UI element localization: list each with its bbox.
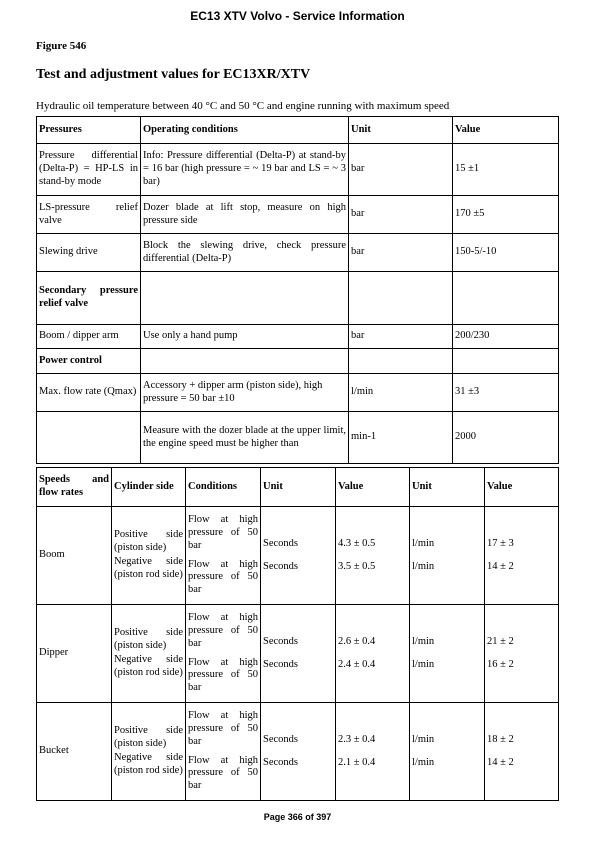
negative-side: Negative side (piston rod side)	[114, 752, 183, 776]
conditions-cell	[186, 605, 261, 703]
figure-label: Figure 546	[36, 40, 87, 52]
table-header-row	[37, 117, 559, 144]
pressure-name: Boom / dipper arm	[37, 325, 141, 349]
cylinder-side-cell	[112, 703, 186, 801]
unit-text: Seconds	[263, 756, 298, 768]
pressure-name: Max. flow rate (Qmax)	[37, 374, 141, 412]
conditions-cell	[186, 507, 261, 605]
positive-side: Positive side (piston side)	[114, 627, 183, 652]
table-row	[37, 144, 559, 196]
value-cell: 2000	[453, 412, 559, 464]
condition-text: Flow at high pressure of 50 bar	[188, 514, 258, 551]
unit-cell: min-1	[349, 412, 453, 464]
table-row	[37, 325, 559, 349]
table-row	[37, 272, 559, 325]
value-cell	[336, 507, 410, 605]
unit-text: l/min	[412, 537, 435, 549]
page-footer: Page 366 of 397	[263, 812, 332, 822]
empty-cell	[453, 349, 559, 374]
operating-condition: Accessory + dipper arm (piston side), high pressure = 50 bar ±10	[141, 374, 349, 412]
table-row	[37, 196, 559, 234]
unit-cell: bar	[349, 144, 453, 196]
unit-cell	[410, 507, 485, 605]
table-row	[37, 234, 559, 272]
value-text: 14 ± 2	[487, 756, 514, 768]
value-text: 16 ± 2	[487, 658, 514, 670]
pressure-name: LS-pressure relief valve	[37, 196, 141, 234]
condition-text: Flow at high pressure of 50 bar	[188, 710, 258, 747]
pressure-name: Pressure differential (Delta-P) = HP-LS in stand-by mode	[37, 144, 141, 196]
header-speeds-flow-rates: Speeds and flow rates	[37, 468, 112, 507]
value-text: 2.4 ± 0.4	[338, 658, 376, 670]
operating-condition: Measure with the dozer blade at the upper limit, the engine speed must be higher than	[141, 412, 349, 464]
unit-cell	[261, 605, 336, 703]
negative-side: Negative side (piston rod side)	[114, 654, 183, 678]
empty-cell	[141, 349, 349, 374]
unit-text: Seconds	[263, 733, 298, 745]
value-cell	[336, 703, 410, 801]
header-value: Value	[453, 117, 559, 144]
unit-text: l/min	[412, 658, 435, 670]
operating-condition: Block the slewing drive, check pressure differential (Delta-P)	[141, 234, 349, 272]
unit-cell: bar	[349, 234, 453, 272]
value-cell	[485, 507, 559, 605]
table-row	[37, 605, 559, 703]
value-cell: 150-5/-10	[453, 234, 559, 272]
header-conditions: Conditions	[186, 468, 261, 507]
empty-cell	[349, 272, 453, 325]
unit-cell	[261, 703, 336, 801]
unit-cell: bar	[349, 325, 453, 349]
empty-cell	[141, 272, 349, 325]
section-title: Test and adjustment values for EC13XR/XTV	[36, 67, 311, 82]
header-unit-2: Unit	[410, 468, 485, 507]
unit-cell	[261, 507, 336, 605]
section-heading-cell: Secondary pressure relief valve	[37, 272, 141, 325]
header-cylinder-side: Cylinder side	[112, 468, 186, 507]
condition-text: Flow at high pressure of 50 bar	[188, 612, 258, 649]
empty-cell	[37, 412, 141, 464]
value-cell	[485, 703, 559, 801]
unit-cell	[410, 605, 485, 703]
condition-text: Flow at high pressure of 50 bar	[188, 754, 258, 792]
cylinder-side-cell	[112, 507, 186, 605]
unit-text: Seconds	[263, 635, 298, 647]
value-text: 18 ± 2	[487, 733, 514, 745]
value-cell: 31 ±3	[453, 374, 559, 412]
value-cell: 170 ±5	[453, 196, 559, 234]
table-row	[37, 703, 559, 801]
unit-text: l/min	[412, 635, 435, 647]
header-unit: Unit	[349, 117, 453, 144]
pressure-name: Slewing drive	[37, 234, 141, 272]
table-row	[37, 507, 559, 605]
table-row	[37, 374, 559, 412]
unit-text: Seconds	[263, 537, 298, 549]
operating-condition: Dozer blade at lift stop, measure on high pressure side	[141, 196, 349, 234]
component-name: Dipper	[37, 605, 112, 703]
value-cell: 200/230	[453, 325, 559, 349]
header-operating-conditions: Operating conditions	[141, 117, 349, 144]
unit-text: Seconds	[263, 658, 298, 670]
unit-text: l/min	[412, 756, 435, 768]
component-name: Bucket	[37, 703, 112, 801]
condition-text: Flow at high pressure of 50 bar	[188, 656, 258, 694]
value-text: 3.5 ± 0.5	[338, 560, 376, 572]
value-text: 14 ± 2	[487, 560, 514, 572]
table-header-row	[37, 468, 559, 507]
speeds-table	[36, 467, 559, 801]
intro-text: Hydraulic oil temperature between 40 °C and 50 °C and engine running with maximum speed	[36, 100, 450, 112]
value-text: 21 ± 2	[487, 635, 514, 647]
value-cell: 15 ±1	[453, 144, 559, 196]
component-name: Boom	[37, 507, 112, 605]
negative-side: Negative side (piston rod side)	[114, 556, 183, 580]
empty-cell	[453, 272, 559, 325]
empty-cell	[349, 349, 453, 374]
positive-side: Positive side (piston side)	[114, 725, 183, 750]
unit-text: l/min	[412, 733, 435, 745]
table-row	[37, 349, 559, 374]
header-pressures: Pressures	[37, 117, 141, 144]
unit-cell: bar	[349, 196, 453, 234]
value-cell	[336, 605, 410, 703]
value-cell	[485, 605, 559, 703]
value-text: 2.1 ± 0.4	[338, 756, 376, 768]
operating-condition: Info: Pressure differential (Delta-P) at stand-by = 16 bar (high pressure = ~ 19 bar and LS = ~ 3 bar)	[141, 144, 349, 196]
value-text: 4.3 ± 0.5	[338, 537, 376, 549]
header-value: Value	[336, 468, 410, 507]
condition-text: Flow at high pressure of 50 bar	[188, 558, 258, 596]
value-text: 2.6 ± 0.4	[338, 635, 376, 647]
unit-text: l/min	[412, 560, 435, 572]
value-text: 2.3 ± 0.4	[338, 733, 376, 745]
unit-cell	[410, 703, 485, 801]
table-row	[37, 412, 559, 464]
cylinder-side-cell	[112, 605, 186, 703]
document-header: EC13 XTV Volvo - Service Information	[190, 9, 405, 23]
operating-condition: Use only a hand pump	[141, 325, 349, 349]
header-unit: Unit	[261, 468, 336, 507]
unit-text: Seconds	[263, 560, 298, 572]
section-heading-cell: Power control	[37, 349, 141, 374]
positive-side: Positive side (piston side)	[114, 529, 183, 554]
pressures-table	[36, 116, 559, 464]
unit-cell: l/min	[349, 374, 453, 412]
conditions-cell	[186, 703, 261, 801]
value-text: 17 ± 3	[487, 537, 514, 549]
header-value-2: Value	[485, 468, 559, 507]
